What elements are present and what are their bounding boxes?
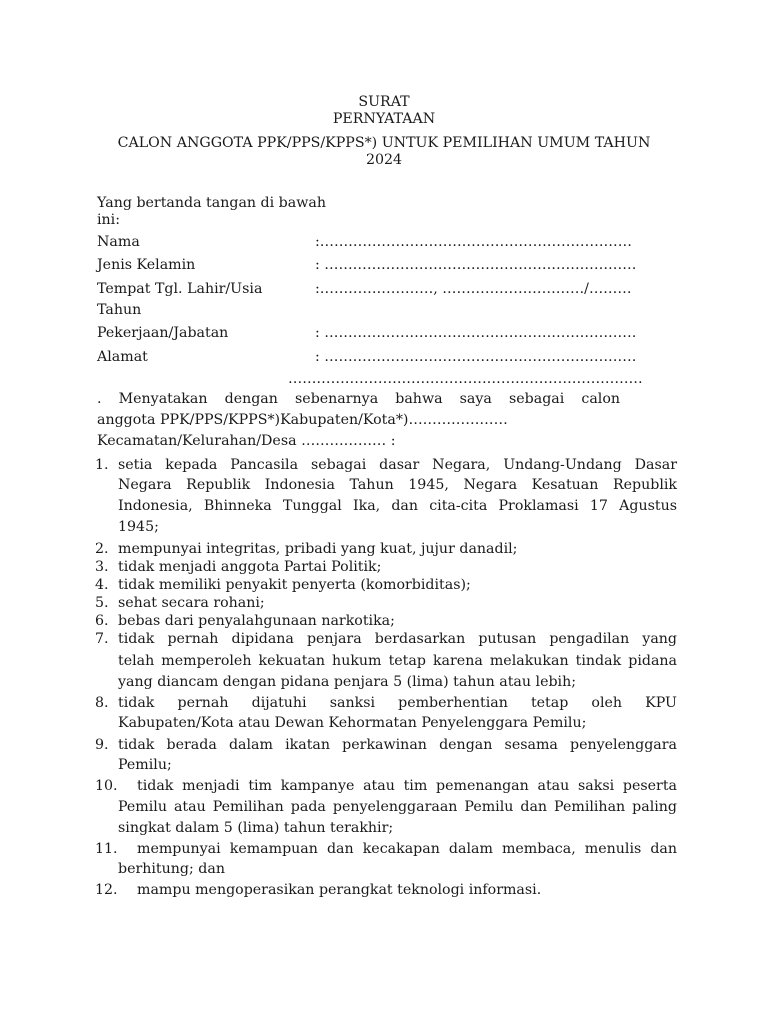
title-surat: SURAT xyxy=(358,94,410,110)
list-item-line: singkat dalam 5 (lima) tahun terakhir; xyxy=(118,820,394,836)
field-label-pekerjaan: Pekerjaan/Jabatan xyxy=(97,325,229,341)
field-label-jenis-kelamin: Jenis Kelamin xyxy=(97,257,196,273)
list-item-line: Negara Republik Indonesia Tahun 1945, Negara Kesatuan Republik xyxy=(118,477,677,493)
list-item-line: 1945; xyxy=(118,519,159,535)
field-value-tempat-tgl-lahir: :……………………, …………………………/……… xyxy=(315,281,632,297)
statement-line-1: . Menyatakan dengan sebenarnya bahwa saya sebagai calon xyxy=(97,391,620,407)
list-item-line: mampu mengoperasikan perangkat teknologi informasi. xyxy=(137,882,542,898)
list-item-line: telah memperoleh kekuatan hukum tetap karena melakukan tindak pidana xyxy=(118,653,677,669)
list-item-line: tidak memiliki penyakit penyerta (komorbiditas); xyxy=(118,577,471,593)
list-item-line: tidak menjadi anggota Partai Politik; xyxy=(118,559,382,575)
field-label-nama: Nama xyxy=(97,234,140,250)
address-continuation-line: ………………………………………………………………… xyxy=(288,371,643,387)
title-year: 2024 xyxy=(365,152,403,168)
list-number: 5. xyxy=(95,595,109,611)
list-item-line: tidak pernah dijatuhi sanksi pemberhentian tetap oleh KPU xyxy=(118,695,677,711)
field-label-tempat-tgl-lahir: Tempat Tgl. Lahir/Usia xyxy=(97,281,263,297)
statement-line-2: anggota PPK/PPS/KPPS*)Kabupaten/Kota*)………………… xyxy=(97,412,508,428)
list-number: 6. xyxy=(95,613,109,629)
list-number: 8. xyxy=(95,695,109,711)
title-pernyataan: PERNYATAAN xyxy=(332,111,436,127)
list-item-line: tidak menjadi tim kampanye atau tim pemenangan atau saksi peserta xyxy=(137,778,677,794)
field-value-pekerjaan: : ………………………………………………………… xyxy=(315,325,637,341)
list-item-line: mempunyai kemampuan dan kecakapan dalam membaca, menulis dan xyxy=(137,841,677,857)
list-number: 9. xyxy=(95,737,109,753)
list-item-line: tidak pernah dipidana penjara berdasarkan putusan pengadilan yang xyxy=(118,631,677,647)
list-number: 7. xyxy=(95,631,109,647)
list-item-line: yang diancam dengan pidana penjara 5 (lima) tahun atau lebih; xyxy=(118,674,576,690)
list-item-line: setia kepada Pancasila sebagai dasar Negara, Undang-Undang Dasar xyxy=(118,457,677,473)
list-item-line: Pemilu; xyxy=(118,757,172,773)
field-value-jenis-kelamin: : ………………………………………………………… xyxy=(315,257,637,273)
list-number: 10. xyxy=(95,778,118,794)
title-subject: CALON ANGGOTA PPK/PPS/KPPS*) UNTUK PEMILIHAN UMUM TAHUN xyxy=(117,135,651,151)
list-number: 12. xyxy=(95,882,118,898)
intro-line-1: Yang bertanda tangan di bawah xyxy=(97,195,326,211)
list-number: 11. xyxy=(95,841,118,857)
field-value-alamat: : ………………………………………………………… xyxy=(315,349,637,365)
list-number: 1. xyxy=(95,457,109,473)
list-number: 3. xyxy=(95,559,109,575)
list-number: 2. xyxy=(95,541,109,557)
field-label-alamat: Alamat xyxy=(97,349,148,365)
field-value-nama: :………………………………………………………… xyxy=(315,234,632,250)
statement-line-3: Kecamatan/Kelurahan/Desa ……………… : xyxy=(97,433,396,449)
field-label-tahun: Tahun xyxy=(97,302,142,318)
intro-line-2: ini: xyxy=(97,212,120,228)
list-item-line: tidak berada dalam ikatan perkawinan dengan sesama penyelenggara xyxy=(118,737,677,753)
list-item-line: berhitung; dan xyxy=(118,861,225,877)
list-item-line: mempunyai integritas, pribadi yang kuat, jujur danadil; xyxy=(118,541,518,557)
list-number: 4. xyxy=(95,577,109,593)
list-item-line: Indonesia, Bhinneka Tunggal Ika, dan cita-cita Proklamasi 17 Agustus xyxy=(118,498,677,514)
list-item-line: bebas dari penyalahgunaan narkotika; xyxy=(118,613,395,629)
list-item-line: Kabupaten/Kota atau Dewan Kehormatan Penyelenggara Pemilu; xyxy=(118,715,587,731)
list-item-line: Pemilu atau Pemilihan pada penyelenggaraan Pemilu dan Pemilihan paling xyxy=(118,799,677,815)
list-item-line: sehat secara rohani; xyxy=(118,595,265,611)
